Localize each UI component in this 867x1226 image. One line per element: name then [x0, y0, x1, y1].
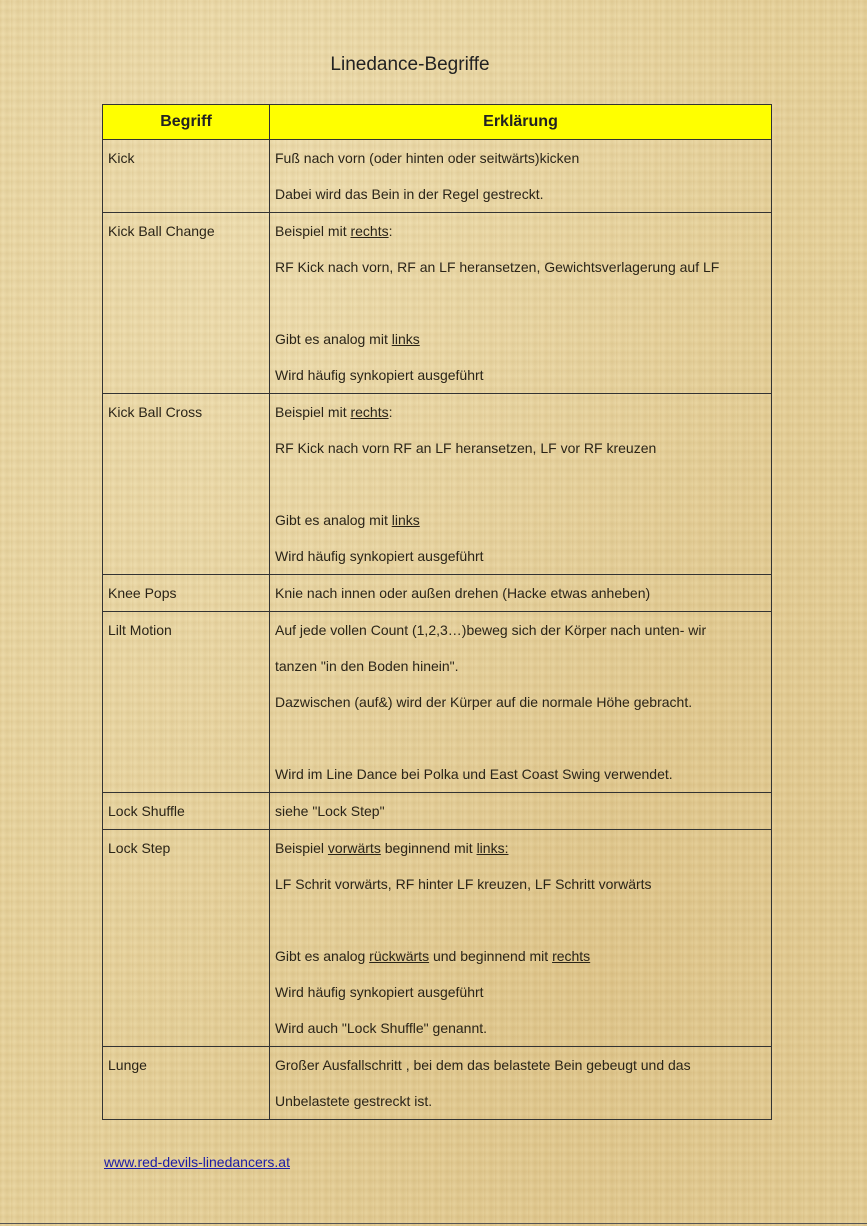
term-label: Knee Pops	[108, 585, 177, 601]
explanation-text: Wird auch "Lock Shuffle" genannt.	[275, 1020, 488, 1036]
explanation-text: und beginnend mit	[429, 948, 553, 964]
explanation-text: Wird häufig synkopiert ausgeführt	[275, 984, 484, 1000]
explanation-blank-line	[270, 720, 771, 756]
explanation-line	[270, 502, 771, 538]
terms-table-body	[103, 140, 772, 1120]
terms-table	[102, 104, 772, 1120]
term-label: Kick Ball Change	[108, 223, 215, 239]
explanation-text: siehe "Lock Step"	[275, 803, 385, 819]
explanation-line	[270, 140, 771, 176]
underlined-text: rechts	[350, 223, 389, 239]
term-label: Lunge	[108, 1057, 147, 1073]
term-label: Kick	[108, 150, 135, 166]
table-row	[103, 213, 772, 394]
table-row	[103, 793, 772, 830]
explanation-line	[270, 538, 771, 574]
explanation-blank-line	[270, 285, 771, 321]
explanation-line	[270, 612, 771, 648]
explanation-text: :	[388, 404, 393, 420]
table-row	[103, 394, 772, 575]
explanation-line	[270, 321, 771, 357]
term-label: Lock Step	[108, 840, 171, 856]
website-link[interactable]: www.red-devils-linedancers.at	[104, 1154, 290, 1170]
explanation-line	[270, 830, 771, 866]
table-row	[103, 575, 772, 612]
explanation-line	[270, 394, 771, 430]
underlined-text: links	[391, 512, 420, 528]
explanation-cell	[270, 394, 772, 575]
term-label: Lilt Motion	[108, 622, 172, 638]
explanation-text: Beispiel mit	[275, 404, 351, 420]
explanation-text: Dabei wird das Bein in der Regel gestreckt.	[275, 186, 544, 202]
explanation-line	[270, 1010, 771, 1046]
explanation-text: Gibt es analog	[275, 948, 370, 964]
explanation-text: Gibt es analog mit	[275, 331, 392, 347]
explanation-cell	[270, 830, 772, 1047]
explanation-text: Wird im Line Dance bei Polka und East Coast Swing verwendet.	[275, 766, 673, 782]
header-term: Begriff	[103, 105, 270, 140]
explanation-text: Beispiel mit	[275, 223, 351, 239]
explanation-blank-line	[270, 902, 771, 938]
term-cell	[103, 1047, 270, 1120]
explanation-text: Dazwischen (auf&) wird der Kürper auf die normale Höhe gebracht.	[275, 694, 693, 710]
table-row	[103, 612, 772, 793]
explanation-text: :	[388, 223, 393, 239]
table-row	[103, 1047, 772, 1120]
explanation-line	[270, 756, 771, 792]
header-explanation: Erklärung	[270, 105, 772, 140]
term-cell	[103, 140, 270, 213]
explanation-line	[270, 684, 771, 720]
term-cell	[103, 612, 270, 793]
explanation-line	[270, 866, 771, 902]
term-label: Lock Shuffle	[108, 803, 185, 819]
explanation-line	[270, 974, 771, 1010]
explanation-line	[270, 176, 771, 212]
explanation-text: RF Kick nach vorn, RF an LF heransetzen, Gewichtsverlagerung auf LF	[275, 259, 720, 275]
explanation-line	[270, 213, 771, 249]
explanation-text: Beispiel	[275, 840, 328, 856]
underlined-text: links:	[476, 840, 509, 856]
underlined-text: rückwärts	[369, 948, 430, 964]
explanation-line	[270, 357, 771, 393]
explanation-text: Unbelastete gestreckt ist.	[275, 1093, 433, 1109]
explanation-text: Auf jede vollen Count (1,2,3…)beweg sich der Körper nach unten- wir	[275, 622, 707, 638]
term-cell	[103, 793, 270, 830]
explanation-cell	[270, 575, 772, 612]
explanation-cell	[270, 612, 772, 793]
term-cell	[103, 213, 270, 394]
explanation-text: RF Kick nach vorn RF an LF heransetzen, LF vor RF kreuzen	[275, 440, 657, 456]
underlined-text: rechts	[552, 948, 591, 964]
explanation-text: beginnend mit	[380, 840, 477, 856]
explanation-line	[270, 430, 771, 466]
term-cell	[103, 575, 270, 612]
explanation-text: Knie nach innen oder außen drehen (Hacke etwas anheben)	[275, 585, 651, 601]
explanation-text: Großer Ausfallschritt , bei dem das belastete Bein gebeugt und das	[275, 1057, 691, 1073]
explanation-text: Fuß nach vorn (oder hinten oder seitwärts)kicken	[275, 150, 580, 166]
explanation-text: Wird häufig synkopiert ausgeführt	[275, 367, 484, 383]
underlined-text: vorwärts	[327, 840, 381, 856]
underlined-text: links	[391, 331, 420, 347]
explanation-line	[270, 249, 771, 285]
term-label: Kick Ball Cross	[108, 404, 203, 420]
explanation-cell	[270, 213, 772, 394]
term-cell	[103, 830, 270, 1047]
explanation-cell	[270, 140, 772, 213]
explanation-cell	[270, 793, 772, 830]
table-header-row	[103, 105, 772, 140]
explanation-line	[270, 1083, 771, 1119]
page-bottom-rule	[0, 1223, 867, 1224]
explanation-text: tanzen "in den Boden hinein".	[275, 658, 459, 674]
explanation-line	[270, 793, 771, 829]
explanation-line	[270, 938, 771, 974]
explanation-text: Wird häufig synkopiert ausgeführt	[275, 548, 484, 564]
page-title: Linedance-Begriffe	[330, 54, 490, 75]
term-cell	[103, 394, 270, 575]
explanation-line	[270, 575, 771, 611]
explanation-line	[270, 1047, 771, 1083]
explanation-text: LF Schrit vorwärts, RF hinter LF kreuzen, LF Schritt vorwärts	[275, 876, 652, 892]
underlined-text: rechts	[350, 404, 389, 420]
explanation-cell	[270, 1047, 772, 1120]
explanation-line	[270, 648, 771, 684]
explanation-text: Gibt es analog mit	[275, 512, 392, 528]
table-row	[103, 140, 772, 213]
explanation-blank-line	[270, 466, 771, 502]
table-row	[103, 830, 772, 1047]
